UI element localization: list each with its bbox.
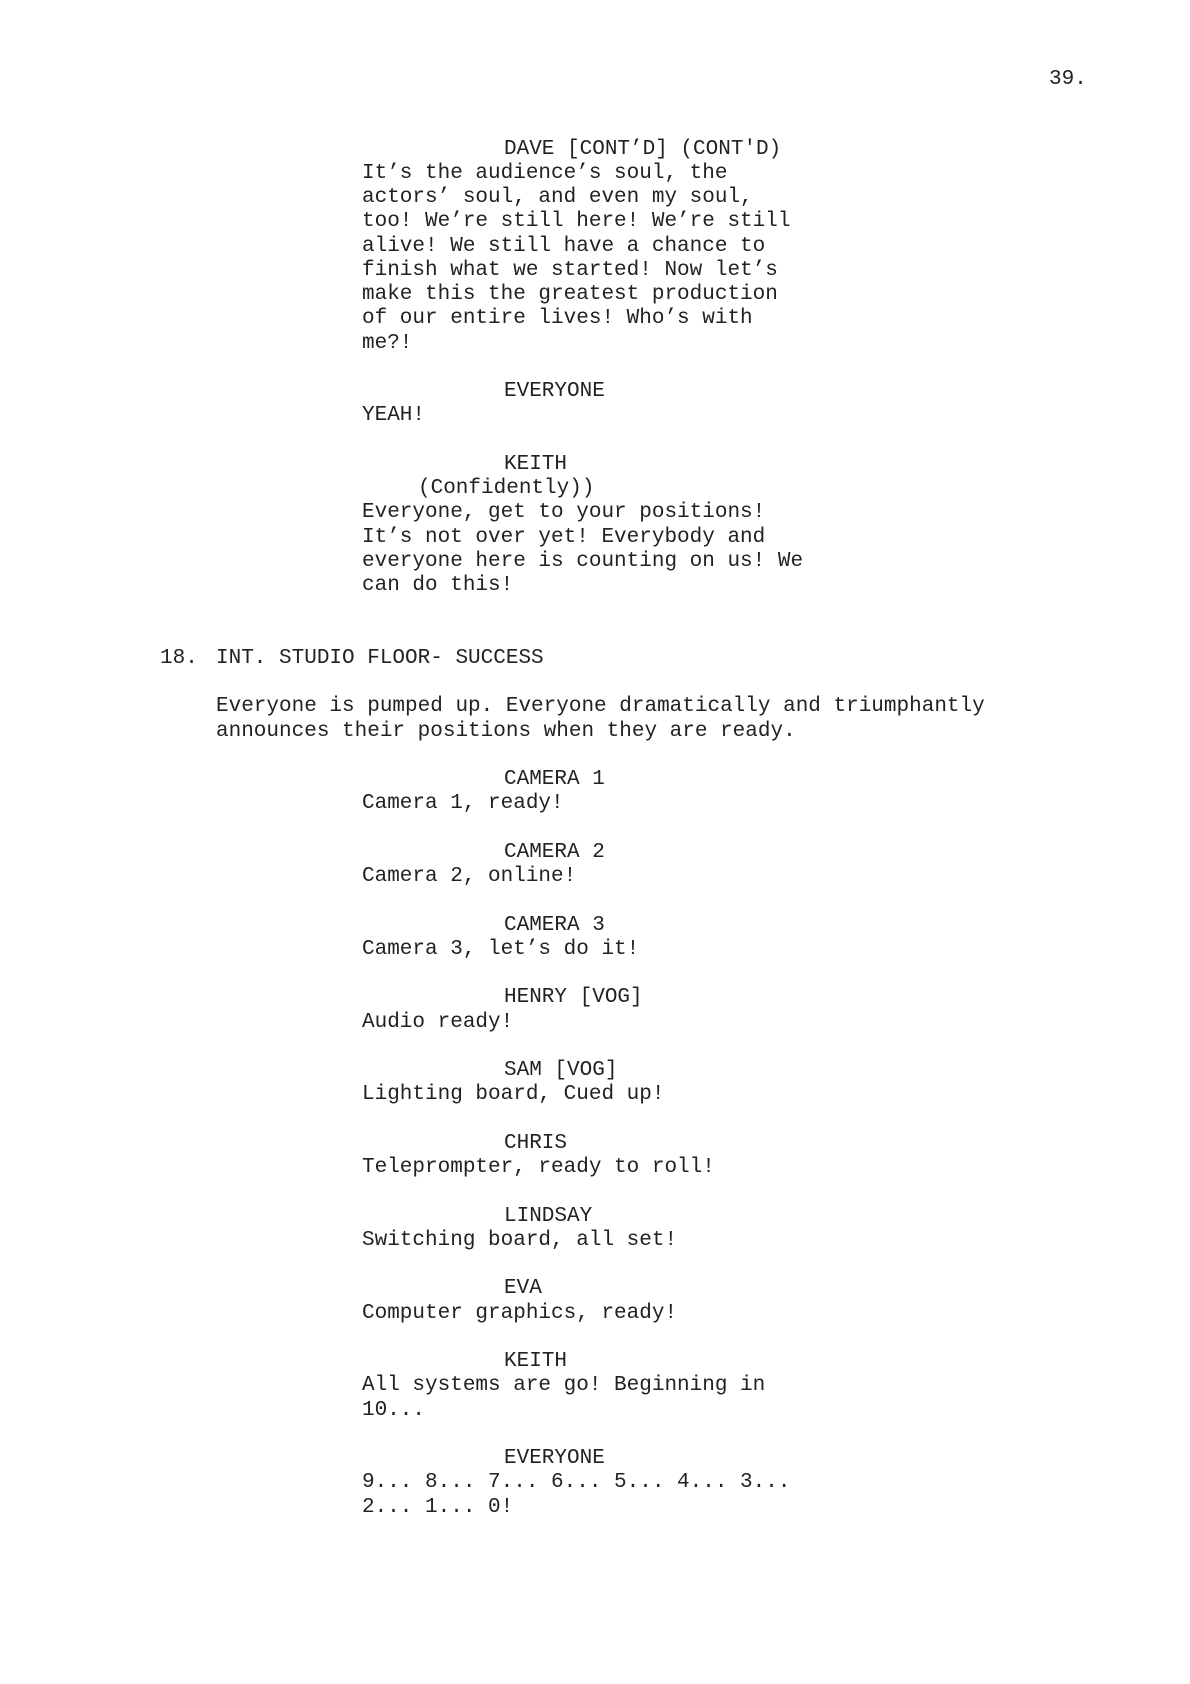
dialogue-line: alive! We still have a chance to	[362, 235, 766, 258]
dialogue-line: can do this!	[362, 574, 514, 597]
parenthetical: (Confidently))	[418, 477, 595, 500]
character-name: CAMERA 1	[504, 768, 605, 791]
character-name: CHRIS	[504, 1132, 568, 1155]
page-number: 39.	[1049, 68, 1087, 91]
dialogue-line: Camera 2, online!	[362, 865, 577, 888]
character-name: EVERYONE	[504, 380, 605, 403]
dialogue-line: too! We’re still here! We’re still	[362, 210, 791, 233]
scene-number: 18.	[160, 647, 198, 670]
dialogue-line: finish what we started! Now let’s	[362, 259, 778, 282]
dialogue-line: 10...	[362, 1399, 426, 1422]
dialogue-line: actors’ soul, and even my soul,	[362, 186, 753, 209]
dialogue-line: Switching board, all set!	[362, 1229, 678, 1252]
scene-heading: INT. STUDIO FLOOR- SUCCESS	[216, 647, 544, 670]
dialogue-line: Audio ready!	[362, 1011, 514, 1034]
character-name: LINDSAY	[504, 1205, 593, 1228]
dialogue-line: Camera 3, let’s do it!	[362, 938, 640, 961]
character-name: EVA	[504, 1277, 542, 1300]
dialogue-line: everyone here is counting on us! We	[362, 550, 804, 573]
dialogue-line: make this the greatest production	[362, 283, 778, 306]
dialogue-line: me?!	[362, 332, 413, 355]
dialogue-line: 9... 8... 7... 6... 5... 4... 3...	[362, 1471, 791, 1494]
dialogue-line: Camera 1, ready!	[362, 792, 564, 815]
dialogue-line: YEAH!	[362, 404, 426, 427]
action-line: Everyone is pumped up. Everyone dramatically and triumphantly	[216, 695, 985, 718]
dialogue-line: It’s the audience’s soul, the	[362, 162, 728, 185]
action-line: announces their positions when they are ready.	[216, 720, 796, 743]
character-name: SAM [VOG]	[504, 1059, 618, 1082]
character-name: DAVE [CONT’D] (CONT'D)	[504, 138, 782, 161]
dialogue-line: 2... 1... 0!	[362, 1496, 514, 1519]
dialogue-line: Computer graphics, ready!	[362, 1302, 678, 1325]
character-name: CAMERA 2	[504, 841, 605, 864]
dialogue-line: of our entire lives! Who’s with	[362, 307, 753, 330]
character-name: EVERYONE	[504, 1447, 605, 1470]
character-name: KEITH	[504, 453, 568, 476]
character-name: HENRY [VOG]	[504, 986, 643, 1009]
dialogue-line: All systems are go! Beginning in	[362, 1374, 766, 1397]
dialogue-line: It’s not over yet! Everybody and	[362, 526, 766, 549]
dialogue-line: Teleprompter, ready to roll!	[362, 1156, 715, 1179]
dialogue-line: Everyone, get to your positions!	[362, 501, 766, 524]
character-name: KEITH	[504, 1350, 568, 1373]
dialogue-line: Lighting board, Cued up!	[362, 1083, 665, 1106]
character-name: CAMERA 3	[504, 914, 605, 937]
